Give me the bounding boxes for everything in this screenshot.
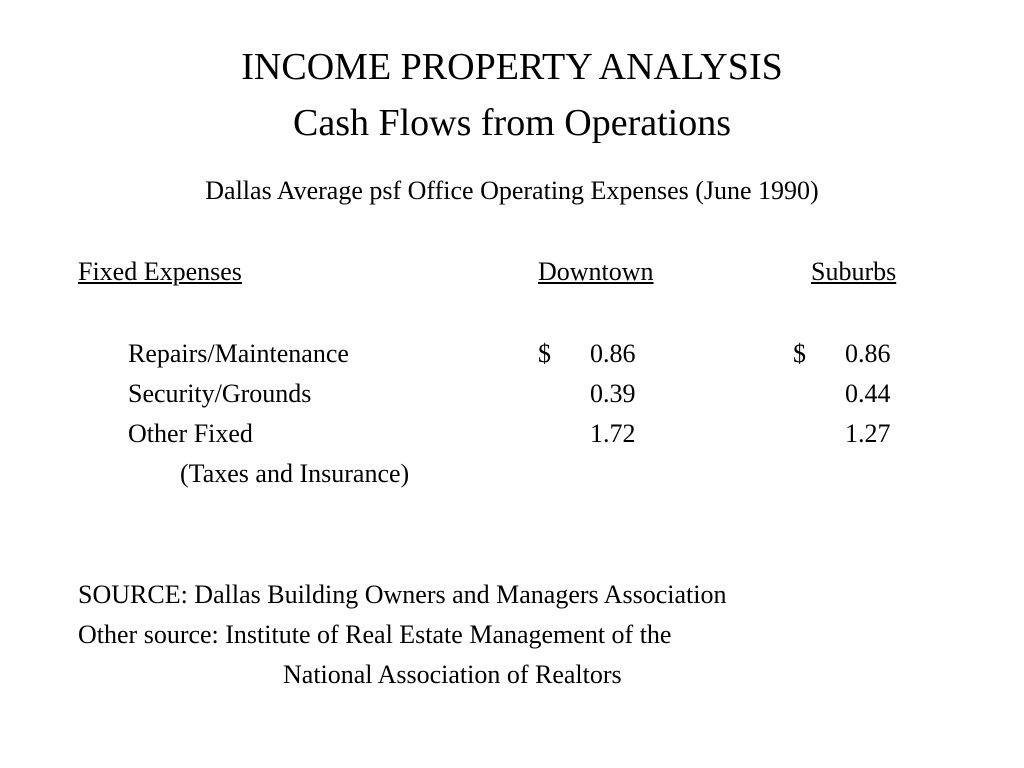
value-downtown-repairs: 0.86 bbox=[590, 339, 636, 368]
page-title: INCOME PROPERTY ANALYSIS bbox=[241, 46, 783, 88]
header-fixed-expenses: Fixed Expenses bbox=[78, 257, 242, 286]
table-caption: Dallas Average psf Office Operating Expenses (June 1990) bbox=[205, 176, 819, 205]
value-downtown-security: 0.39 bbox=[590, 379, 636, 408]
page-subtitle: Cash Flows from Operations bbox=[292, 102, 732, 144]
currency-suburbs: $ bbox=[793, 339, 806, 368]
row-label-security: Security/Grounds bbox=[128, 379, 312, 408]
source-line-3: National Association of Realtors bbox=[283, 660, 622, 689]
source-line-1: SOURCE: Dallas Building Owners and Managers Association bbox=[78, 580, 727, 609]
currency-downtown: $ bbox=[538, 339, 551, 368]
value-suburbs-other-fixed: 1.27 bbox=[845, 419, 891, 448]
value-suburbs-security: 0.44 bbox=[845, 379, 891, 408]
value-downtown-other-fixed: 1.72 bbox=[590, 419, 636, 448]
row-label-other-fixed: Other Fixed bbox=[128, 419, 253, 448]
row-label-repairs: Repairs/Maintenance bbox=[128, 339, 349, 368]
header-downtown: Downtown bbox=[538, 257, 654, 286]
header-suburbs: Suburbs bbox=[811, 257, 897, 286]
source-line-2: Other source: Institute of Real Estate Management of the bbox=[78, 620, 672, 649]
row-note: (Taxes and Insurance) bbox=[180, 459, 410, 488]
value-suburbs-repairs: 0.86 bbox=[845, 339, 891, 368]
